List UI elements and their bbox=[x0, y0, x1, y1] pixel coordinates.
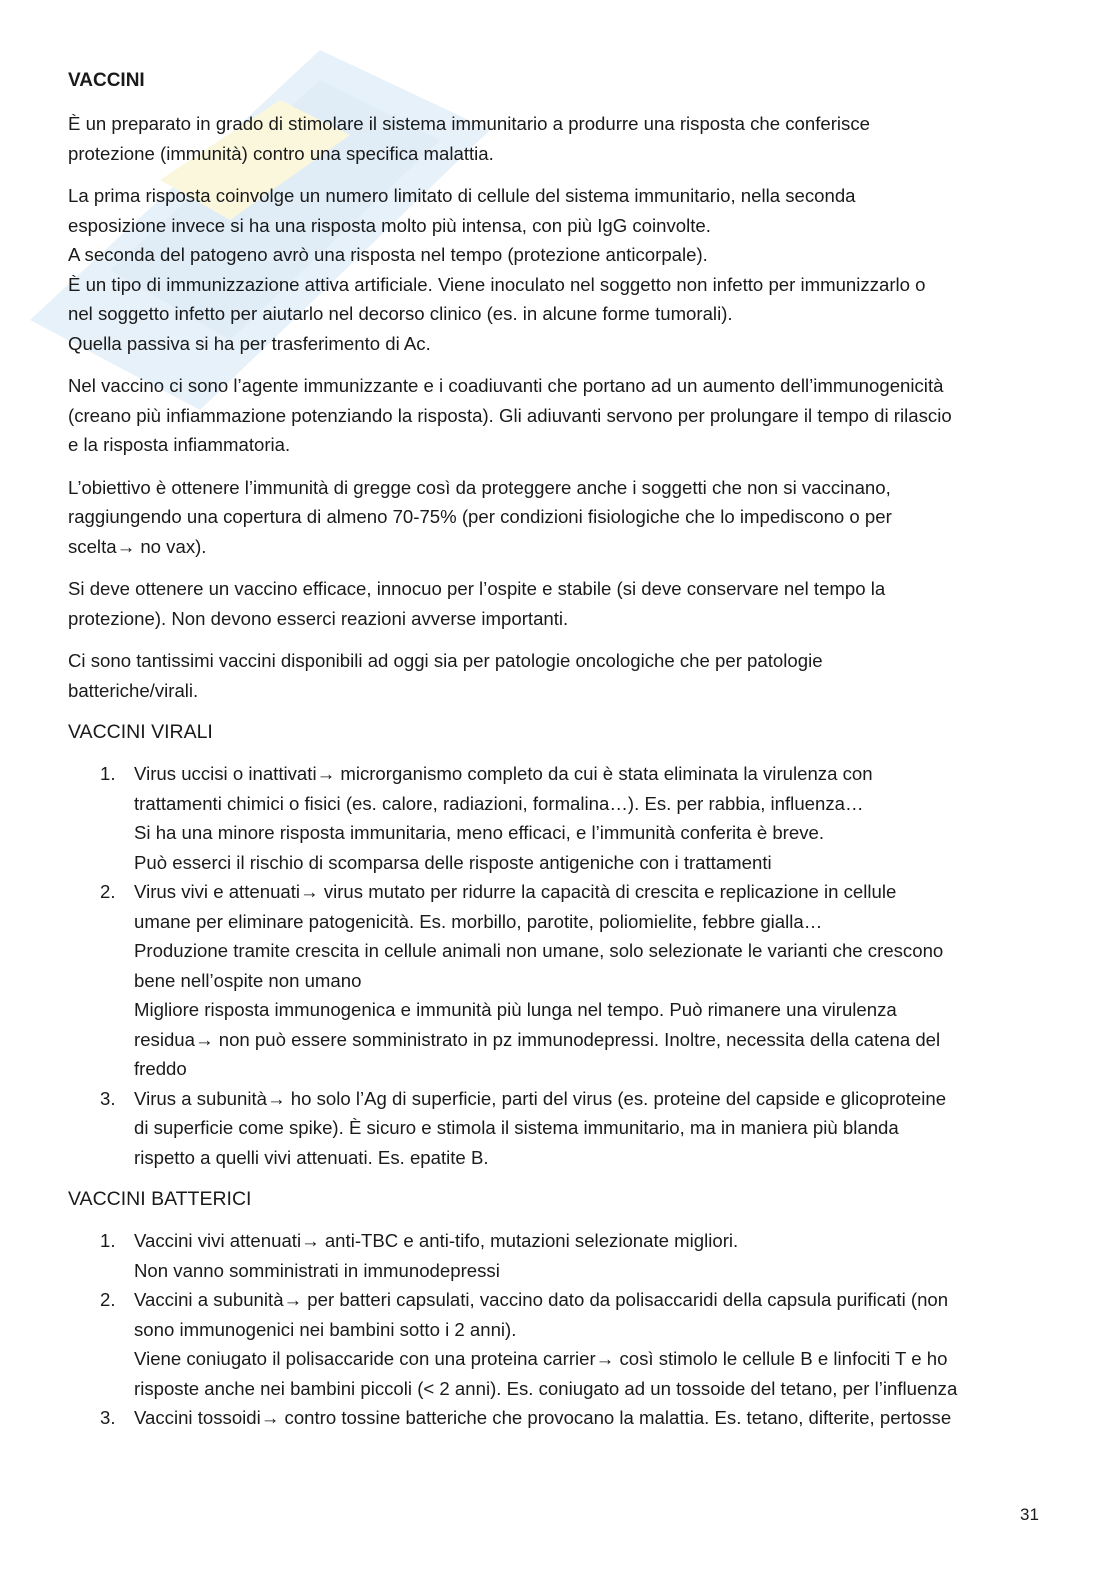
section-heading-bacterial: VACCINI BATTERICI bbox=[68, 1188, 252, 1210]
paragraph bbox=[68, 371, 1058, 460]
text-line: e la risposta infiammatoria. bbox=[68, 434, 291, 455]
intro-paragraphs bbox=[68, 109, 1058, 705]
list-number: 3. bbox=[100, 1087, 116, 1109]
text-line: nel soggetto infetto per aiutarlo nel decorso clinico (es. in alcune forme tumorali). bbox=[68, 303, 733, 324]
text-line: Vaccini vivi attenuati→ anti-TBC e anti-tifo, mutazioni selezionate migliori. bbox=[134, 1230, 739, 1251]
list-number: 1. bbox=[100, 1230, 116, 1251]
paragraph bbox=[68, 109, 1058, 168]
viral-vaccines-list bbox=[68, 759, 1058, 1172]
text-line: freddo bbox=[134, 1058, 187, 1079]
text-line: Quella passiva si ha per trasferimento di Ac. bbox=[68, 332, 431, 354]
text-line: Si deve ottenere un vaccino efficace, innocuo per l’ospite e stabile (si deve conservare nel tempo la bbox=[68, 578, 886, 599]
list-number: 2. bbox=[100, 881, 116, 902]
text-line: (creano più infiammazione potenziando la risposta). Gli adiuvanti servono per prolungare il tempo di rilascio bbox=[68, 404, 952, 426]
text-line: L’obiettivo è ottenere l’immunità di gregge così da proteggere anche i soggetti che non si vaccinano, bbox=[68, 476, 891, 498]
text-line: Virus vivi e attenuati→ virus mutato per ridurre la capacità di crescita e replicazione in cellule bbox=[134, 881, 897, 902]
text-line: È un preparato in grado di stimolare il sistema immunitario a produrre una risposta che conferisce bbox=[68, 113, 870, 134]
text-line: Produzione tramite crescita in cellule animali non umane, solo selezionate le varianti che crescono bbox=[134, 940, 944, 961]
paragraph bbox=[68, 646, 1058, 705]
text-line: Virus uccisi o inattivati→ microrganismo completo da cui è stata eliminata la virulenza con bbox=[134, 763, 873, 784]
list-item bbox=[68, 1285, 1058, 1403]
text-line: Può esserci il rischio di scomparsa delle risposte antigeniche con i trattamenti bbox=[134, 851, 772, 873]
text-line: umane per eliminare patogenicità. Es. morbillo, parotite, poliomielite, febbre gialla… bbox=[134, 910, 823, 932]
text-line: residua→ non può essere somministrato in pz immunodepressi. Inoltre, necessita della catena del bbox=[134, 1028, 941, 1050]
text-line: protezione). Non devono esserci reazioni avverse importanti. bbox=[68, 607, 569, 629]
text-line: Vaccini a subunità→ per batteri capsulati, vaccino dato da polisaccaridi della capsula purificati (non bbox=[134, 1289, 949, 1310]
text-line: trattamenti chimici o fisici (es. calore, radiazioni, formalina…). Es. per rabbia, influenza… bbox=[134, 792, 864, 814]
text-line: Virus a subunità→ ho solo l’Ag di superficie, parti del virus (es. proteine del capside e glicoproteine bbox=[134, 1087, 947, 1109]
list-item bbox=[68, 1226, 1058, 1285]
list-item bbox=[68, 1403, 1058, 1433]
text-line: protezione (immunità) contro una specifica malattia. bbox=[68, 142, 494, 164]
list-item bbox=[68, 759, 1058, 877]
text-line: rispetto a quelli vivi attenuati. Es. epatite B. bbox=[134, 1146, 489, 1168]
text-line: Migliore risposta immunogenica e immunità più lunga nel tempo. Può rimanere una virulenza bbox=[134, 999, 897, 1020]
paragraph bbox=[68, 181, 1058, 358]
text-line: esposizione invece si ha una risposta molto più intensa, con più IgG coinvolte. bbox=[68, 214, 711, 236]
list-item bbox=[68, 877, 1058, 1084]
list-number: 1. bbox=[100, 763, 116, 784]
document-page bbox=[68, 66, 1058, 1446]
text-line: batteriche/virali. bbox=[68, 679, 199, 701]
paragraph bbox=[68, 574, 1058, 633]
text-line: di superficie come spike). È sicuro e stimola il sistema immunitario, ma in maniera più blanda bbox=[134, 1117, 899, 1138]
text-line: bene nell’ospite non umano bbox=[134, 969, 362, 991]
text-line: raggiungendo una copertura di almeno 70-75% (per condizioni fisiologiche che lo impediscono o per bbox=[68, 506, 892, 527]
page-title: VACCINI bbox=[68, 70, 145, 91]
section-heading-viral: VACCINI VIRALI bbox=[68, 721, 213, 743]
text-line: Ci sono tantissimi vaccini disponibili ad oggi sia per patologie oncologiche che per patologie bbox=[68, 650, 823, 671]
list-item bbox=[68, 1084, 1058, 1173]
text-line: È un tipo di immunizzazione attiva artificiale. Viene inoculato nel soggetto non infetto per immunizzarlo o bbox=[68, 273, 926, 295]
text-line: scelta→ no vax). bbox=[68, 535, 207, 557]
list-number: 3. bbox=[100, 1407, 116, 1428]
text-line: Vaccini tossoidi→ contro tossine batteriche che provocano la malattia. Es. tetano, difterite, pertosse bbox=[134, 1407, 952, 1428]
list-number: 2. bbox=[100, 1289, 116, 1310]
bacterial-vaccines-list bbox=[68, 1226, 1058, 1433]
text-line: Nel vaccino ci sono l’agente immunizzante e i coadiuvanti che portano ad un aumento dell’immunogenicità bbox=[68, 375, 944, 396]
text-line: sono immunogenici nei bambini sotto i 2 anni). bbox=[134, 1318, 517, 1340]
text-line: risposte anche nei bambini piccoli (< 2 anni). Es. coniugato ad un tossoide del tetano, per l’influenza bbox=[134, 1377, 958, 1399]
text-line: Si ha una minore risposta immunitaria, meno efficaci, e l’immunità conferita è breve. bbox=[134, 822, 825, 843]
text-line: La prima risposta coinvolge un numero limitato di cellule del sistema immunitario, nella seconda bbox=[68, 185, 856, 206]
page-number: 31 bbox=[1020, 1505, 1039, 1524]
text-line: Non vanno somministrati in immunodepressi bbox=[134, 1259, 500, 1281]
text-line: A seconda del patogeno avrò una risposta nel tempo (protezione anticorpale). bbox=[68, 244, 708, 265]
paragraph bbox=[68, 473, 1058, 562]
text-line: Viene coniugato il polisaccaride con una proteina carrier→ così stimolo le cellule B e linfociti T e ho bbox=[134, 1348, 948, 1369]
